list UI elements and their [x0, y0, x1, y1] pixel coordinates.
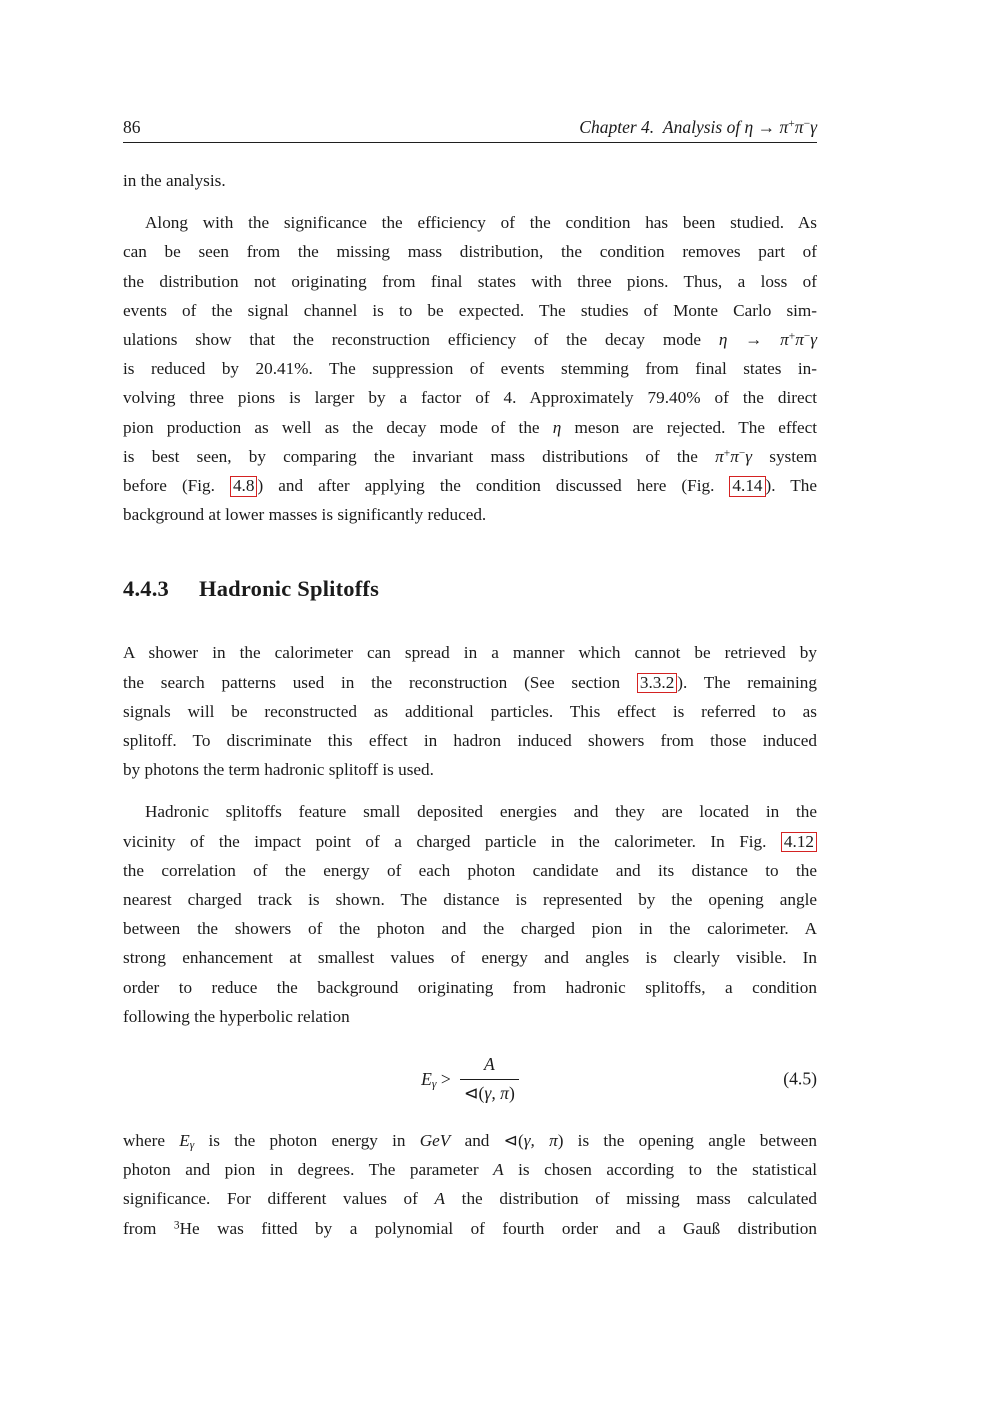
- text-line: is best seen, by comparing the invariant mass distributions of the π+π−γ system: [123, 446, 817, 466]
- text-line: where $E_\gamma$ is the photon energy in GeV and ⊲(γ, π) is the opening angle between: [123, 1131, 817, 1152]
- paragraph-where: [123, 1126, 817, 1243]
- section-number: 4.4.3: [123, 576, 169, 602]
- text-line: events of the signal channel is to be expected. The studies of Monte Carlo sim-: [123, 300, 817, 320]
- text-line: photon and pion in degrees. The parameter A is chosen according to the statistical: [123, 1160, 817, 1180]
- figure-ref-4-8[interactable]: 4.8: [230, 476, 257, 497]
- running-title: Chapter 4. Analysis of η → π+π−γ: [579, 117, 817, 137]
- figure-ref-4-12[interactable]: 4.12: [781, 832, 817, 853]
- paragraph-splitoffs: [123, 797, 817, 1031]
- text-line: the correlation of the energy of each photon candidate and its distance to the: [123, 860, 817, 880]
- paragraph-shower: [123, 638, 817, 784]
- fraction: [460, 1055, 519, 1103]
- paragraph-significance: [123, 208, 817, 529]
- text-line: strong enhancement at smallest values of energy and angles is clearly visible. In: [123, 948, 817, 968]
- header-rule: [123, 142, 817, 143]
- text-line: A shower in the calorimeter can spread in a manner which cannot be retrieved by: [123, 643, 817, 663]
- text-line: Hadronic splitoffs feature small deposited energies and they are located in the: [145, 802, 817, 822]
- text-line: in the analysis.: [123, 171, 226, 190]
- page-number: 86: [123, 117, 141, 137]
- text-line: ulations show that the reconstruction efficiency of the decay mode η → π+π−γ: [123, 330, 818, 350]
- text-line: the search patterns used in the reconstruction (See section 3.3.2 ). The remaining: [123, 672, 817, 692]
- text-line: Along with the significance the efficiency of the condition has been studied. As: [145, 213, 817, 233]
- text-line: splitoff. To discriminate this effect in hadron induced showers from those induced: [123, 731, 817, 751]
- text-column: [123, 0, 817, 1243]
- text-line: from $^3$He was fitted by a polynomial of fourth order and a Gauß distribution: [123, 1218, 817, 1238]
- text-line: following the hyperbolic relation: [123, 1006, 350, 1026]
- text-line: volving three pions is larger by a factor of 4. Approximately 79.40% of the direct: [123, 388, 817, 408]
- text-line: before (Fig. 4.8 ) and after applying the condition discussed here (Fig. 4.14 ). The: [123, 476, 817, 496]
- text-line: pion production as well as the decay mode of the η meson are rejected. The effect: [123, 417, 817, 437]
- text-line: is reduced by 20.41%. The suppression of events stemming from final states in-: [123, 359, 817, 379]
- section-title: Hadronic Splitoffs: [199, 576, 380, 602]
- text-line: can be seen from the missing mass distribution, the condition removes part of: [123, 242, 817, 262]
- text-line: signals will be reconstructed as additional particles. This effect is referred to as: [123, 701, 817, 721]
- text-line: by photons the term hadronic splitoff is used.: [123, 760, 434, 780]
- fraction-denominator: ⊲(γ, π): [460, 1079, 519, 1103]
- page-header: [123, 116, 817, 138]
- text-line: between the showers of the photon and the charged pion in the calorimeter. A: [123, 919, 817, 939]
- section-heading: [123, 575, 817, 602]
- text-line: the distribution not originating from final states with three pions. Thus, a loss of: [123, 271, 817, 291]
- figure-ref-4-14[interactable]: 4.14: [729, 476, 765, 497]
- equation: [123, 1048, 817, 1110]
- text-line: significance. For different values of A the distribution of missing mass calculated: [123, 1189, 817, 1209]
- text-line: order to reduce the background originating from hadronic splitoffs, a condition: [123, 977, 817, 997]
- paragraph-continuation: [123, 166, 817, 195]
- section-ref-3-3-2[interactable]: 3.3.2: [637, 673, 677, 694]
- equation-number: (4.5): [783, 1068, 817, 1089]
- equation-body: [421, 1055, 519, 1103]
- equation-lhs: $E_\gamma$ >: [421, 1068, 451, 1091]
- fraction-numerator: A: [483, 1054, 495, 1075]
- text-line: background at lower masses is significantly reduced.: [123, 505, 487, 525]
- text-line: vicinity of the impact point of a charged particle in the calorimeter. In Fig. 4.12: [123, 827, 817, 856]
- text-line: nearest charged track is shown. The distance is represented by the opening angle: [123, 890, 817, 910]
